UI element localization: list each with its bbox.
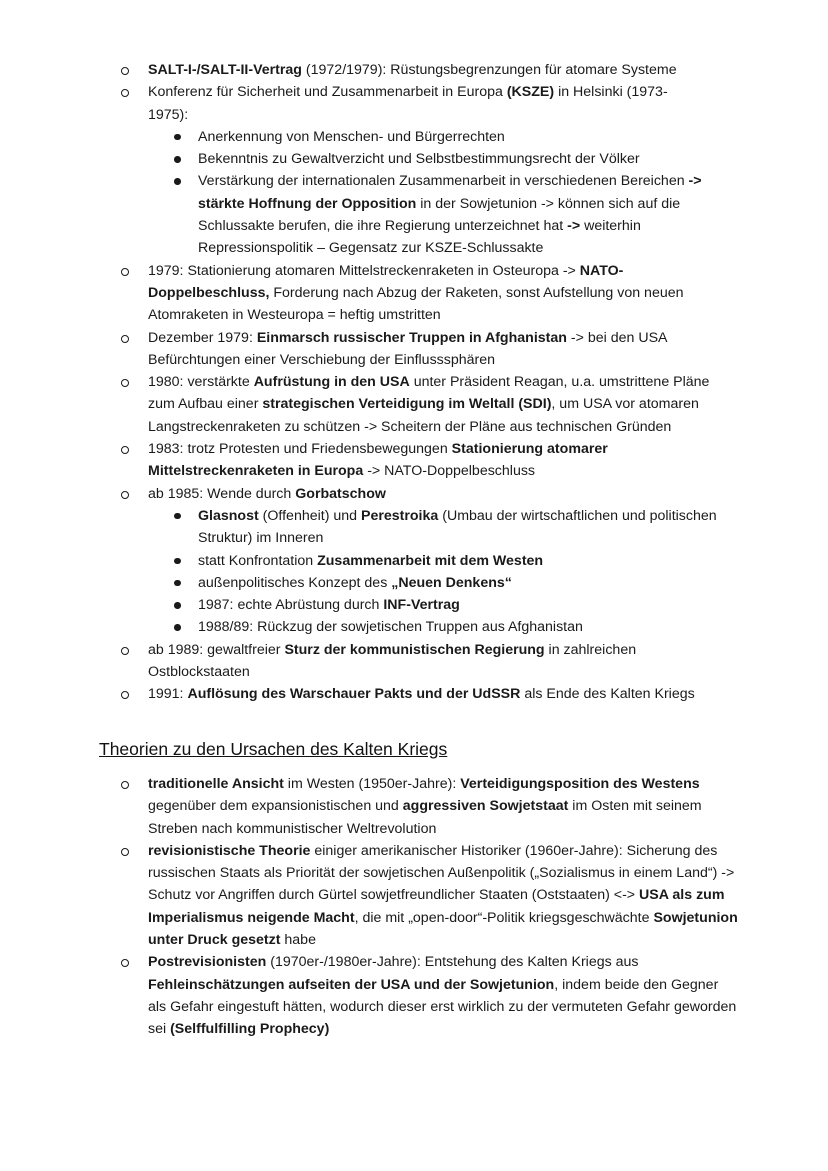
item-text-bold: (KSZE) [506, 84, 555, 101]
list-item [0, 438, 828, 483]
circle-bullet-icon [121, 848, 129, 856]
list-item [0, 371, 828, 438]
item-text-bold: Zusammenarbeit mit dem Westen [317, 552, 544, 569]
item-text-bold: Verteidigungsposition des Westens [460, 776, 700, 792]
sub-list-item [0, 126, 828, 148]
item-text-bold: strategischen Verteidigung im Weltall (SDI) [262, 396, 552, 413]
item-text: gegenüber dem expansionistischen und [148, 798, 403, 815]
item-text: Dezember 1979: [148, 329, 257, 346]
item-text: außenpolitisches Konzept des [198, 574, 392, 591]
item-text: (1970er-/1980er-Jahre): Entstehung des Kalten Kriegs aus [266, 954, 639, 971]
item-text: 1987: echte Abrüstung durch [198, 597, 384, 614]
list-item [0, 951, 828, 1040]
sub-list-item [0, 616, 828, 638]
sub-list-item [0, 148, 828, 170]
list-item [0, 639, 828, 684]
item-text-bold: Perestroika [360, 507, 439, 524]
item-text: ab 1985: Wende durch [148, 485, 296, 502]
item-text: , um USA vor atomaren Langstreckenraketen zu schützen -> Scheitern der Pläne aus technischen Gründen [148, 396, 699, 435]
item-text: Konferenz für Sicherheit und Zusammenarbeit in Europa [148, 84, 507, 101]
item-text: in Helsinki (1973-1975): [148, 84, 668, 123]
item-text-bold: Aufrüstung in den USA [253, 374, 410, 391]
filled-bullet-icon [174, 624, 181, 631]
sub-list-item [0, 550, 828, 572]
item-text: -> bei den USA Befürchtungen einer Verschiebung der Einflusssphären [148, 329, 667, 368]
circle-bullet-icon [121, 67, 129, 75]
item-text-bold: Einmarsch russischer Truppen in Afghanistan [256, 329, 567, 346]
sub-list-item [0, 594, 828, 616]
section-heading-wrapper [0, 736, 828, 762]
item-text-bold: (Selffulfilling Prophecy) [170, 1021, 330, 1038]
item-text: 1988/89: Rückzug der sowjetischen Truppen aus Afghanistan [198, 619, 583, 636]
filled-bullet-icon [174, 513, 181, 520]
circle-bullet-icon [121, 647, 129, 655]
circle-bullet-icon [121, 335, 129, 343]
list-item [0, 59, 828, 81]
item-text-bold: revisionistische Theorie [148, 842, 311, 859]
item-text: Anerkennung von Menschen- und Bürgerrechten [198, 128, 505, 145]
item-text-bold: Glasnost [198, 507, 259, 524]
sub-list-item [0, 505, 828, 550]
item-text-bold: Stationierung atomarer Mittelstreckenraketen in Europa [148, 441, 608, 480]
item-text-bold: SALT-I-/SALT-II-Vertrag [148, 62, 302, 78]
item-text: , indem beide den Gegner als Gefahr eingestuft hätten, wodurch dieser erst wirklich zu der vermuteten Gefahr geworden sei [148, 976, 737, 1038]
item-text-bold: NATO-Doppelbeschluss, [148, 262, 624, 301]
circle-bullet-icon [121, 379, 129, 387]
list-item [0, 683, 828, 705]
item-text: in zahlreichen Ostblockstaaten [148, 641, 637, 681]
item-text-bold: -> stärkte Hoffnung der Opposition [198, 173, 702, 212]
circle-bullet-icon [121, 89, 129, 97]
item-text-bold: „Neuen Denkens“ [391, 574, 512, 591]
item-text-bold: Sowjetunion unter Druck gesetzt [148, 909, 738, 949]
list-item [0, 483, 828, 505]
filled-bullet-icon [174, 178, 181, 185]
item-text: 1991: [148, 686, 188, 703]
circle-bullet-icon [121, 691, 129, 699]
item-text-bold: -> [567, 218, 581, 235]
filled-bullet-icon [174, 602, 181, 609]
circle-bullet-icon [121, 446, 129, 454]
section-heading: Theorien zu den Ursachen des Kalten Kriegs [99, 739, 448, 759]
list-item [0, 327, 828, 372]
item-text-bold: Auflösung des Warschauer Pakts und der UdSSR [187, 686, 521, 703]
item-text: als Ende des Kalten Kriegs [520, 686, 695, 703]
item-text-bold: USA als zum Imperialismus neigende Macht [148, 887, 725, 926]
circle-bullet-icon [121, 491, 129, 499]
item-text: Forderung nach Abzug der Raketen, sonst Aufstellung von neuen Atomraketen in Westeuropa = heftig umstritten [148, 284, 684, 324]
item-text: statt Konfrontation [198, 552, 318, 569]
item-text: 1983: trotz Protesten und Friedensbewegungen [148, 441, 452, 458]
item-text: habe [280, 932, 316, 949]
item-text: (Offenheit) und [258, 507, 361, 524]
sub-list-item [0, 572, 828, 594]
list-item [0, 773, 828, 840]
item-text-bold: Postrevisionisten [148, 954, 267, 971]
item-text: ab 1989: gewaltfreier [148, 641, 285, 658]
item-text-bold: Gorbatschow [295, 485, 386, 502]
item-text: (Umbau der wirtschaftlichen und politischen Struktur) im Inneren [198, 507, 717, 547]
item-text: unter Präsident Reagan, u.a. umstrittene Pläne zum Aufbau einer [148, 374, 710, 413]
item-text: weiterhin Repressionspolitik – Gegensatz zur KSZE-Schlussakte [198, 218, 641, 257]
item-text: Bekenntnis zu Gewaltverzicht und Selbstbestimmungsrecht der Völker [198, 151, 640, 168]
item-text: in der Sowjetunion -> können sich auf die Schlussakte berufen, die ihre Regierung unterzeichnet hat [198, 195, 681, 235]
item-text: im Westen (1950er-Jahre): [283, 776, 461, 792]
item-text: im Osten mit seinem Streben nach kommunistischer Weltrevolution [148, 798, 702, 837]
list-item [0, 260, 828, 327]
item-text-bold: aggressiven Sowjetstaat [402, 798, 569, 815]
item-text-bold: Fehleinschätzungen aufseiten der USA und der Sowjetunion [148, 976, 555, 993]
filled-bullet-icon [174, 580, 181, 587]
item-text: , die mit „open-door“-Politik kriegsgeschwächte [354, 909, 654, 926]
filled-bullet-icon [174, 156, 181, 163]
cold-war-theories-list [0, 773, 828, 1041]
item-text: Verstärkung der internationalen Zusammenarbeit in verschiedenen Bereichen [198, 173, 689, 190]
item-text: einiger amerikanischer Historiker (1960er-Jahre): Sicherung des russischen Staats als Priorität der sowjetischen Außenpolitik („Sozialismus in einem Land“) -> Schutz vor Angriffen durch Gürtel sowjetfreundlicher Staaten (Oststaaten) <-> [148, 842, 735, 904]
item-text: 1980: verstärkte [148, 374, 254, 391]
cold-war-timeline-list [0, 59, 828, 706]
list-item [0, 81, 828, 126]
circle-bullet-icon [121, 959, 129, 967]
circle-bullet-icon [121, 268, 129, 276]
item-text: 1979: Stationierung atomaren Mittelstreckenraketen in Osteuropa -> [148, 262, 580, 279]
item-text: -> NATO-Doppelbeschluss [363, 463, 536, 480]
list-item [0, 840, 828, 951]
item-text-bold: INF-Vertrag [383, 597, 460, 614]
sub-list-item [0, 170, 828, 259]
item-text: (1972/1979): Rüstungsbegrenzungen für atomare Systeme [301, 62, 677, 78]
item-text-bold: Sturz der kommunistischen Regierung [284, 641, 545, 658]
circle-bullet-icon [121, 781, 129, 789]
filled-bullet-icon [174, 558, 181, 565]
filled-bullet-icon [174, 134, 181, 141]
item-text-bold: traditionelle Ansicht [148, 776, 284, 792]
